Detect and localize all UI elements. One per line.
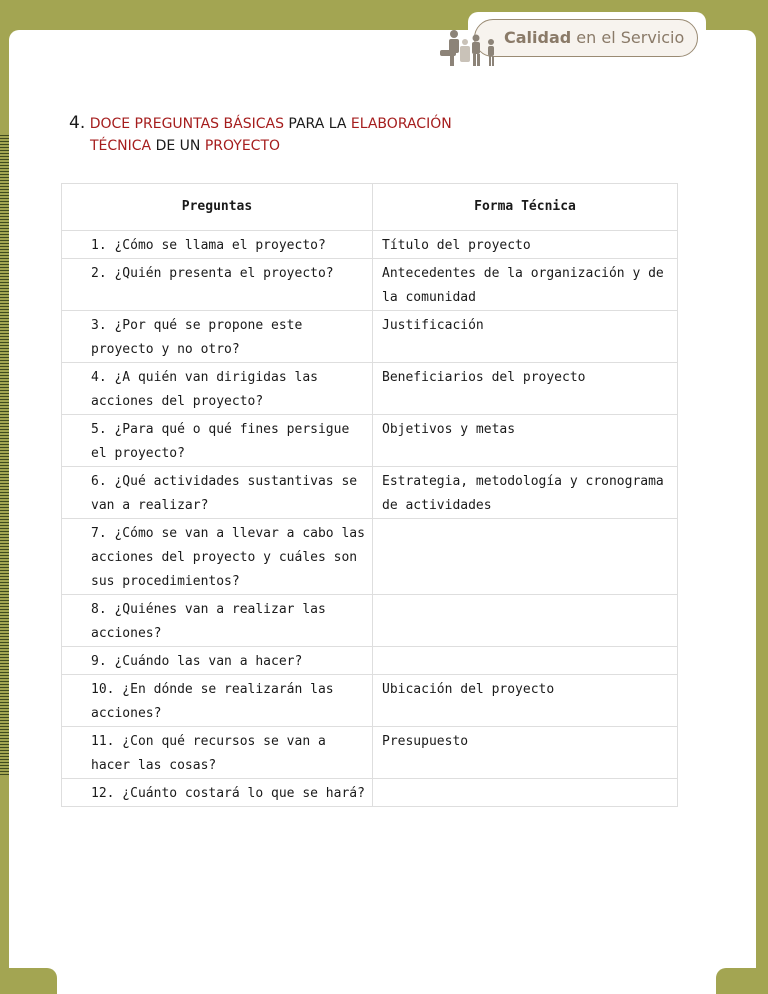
technical-form-cell: [373, 779, 678, 807]
table-row: [62, 467, 678, 519]
technical-form-cell: Objetivos y metas: [373, 415, 678, 467]
page-corner-left: [9, 968, 57, 994]
table-row: [62, 779, 678, 807]
technical-form-cell: Justificación: [373, 311, 678, 363]
section-heading-line-2: [69, 135, 452, 157]
table-row: [62, 647, 678, 675]
table-row: [62, 727, 678, 779]
technical-form-cell: Ubicación del proyecto: [373, 675, 678, 727]
technical-form-cell: [373, 519, 678, 595]
question-cell: 7. ¿Cómo se van a llevar a cabo las acciones del proyecto y cuáles son sus procedimientos?: [62, 519, 373, 595]
header-title-rest: en el Servicio: [571, 28, 685, 47]
question-cell: 10. ¿En dónde se realizarán las acciones?: [62, 675, 373, 727]
table-row: [62, 675, 678, 727]
technical-form-cell: Presupuesto: [373, 727, 678, 779]
decorative-edge-stripes: [0, 135, 9, 775]
technical-form-cell: Beneficiarios del proyecto: [373, 363, 678, 415]
question-cell: 1. ¿Cómo se llama el proyecto?: [62, 231, 373, 259]
table-row: [62, 595, 678, 647]
technical-form-cell: [373, 595, 678, 647]
section-number: 4.: [69, 113, 86, 133]
question-cell: 8. ¿Quiénes van a realizar las acciones?: [62, 595, 373, 647]
technical-form-cell: Antecedentes de la organización y de la comunidad: [373, 259, 678, 311]
question-cell: 9. ¿Cuándo las van a hacer?: [62, 647, 373, 675]
heading-part: PARA LA: [283, 116, 351, 132]
heading-part: PROYECTO: [204, 138, 281, 154]
table-body: [62, 231, 678, 807]
question-cell: 11. ¿Con qué recursos se van a hacer las cosas?: [62, 727, 373, 779]
heading-part: ELABORACIÓN: [350, 116, 452, 132]
page-corner-right: [716, 968, 756, 994]
question-cell: 3. ¿Por qué se propone este proyecto y no otro?: [62, 311, 373, 363]
people-icon: [436, 28, 500, 70]
technical-form-cell: Estrategia, metodología y cronograma de actividades: [373, 467, 678, 519]
heading-part: TÉCNICA: [90, 138, 152, 154]
table-row: [62, 363, 678, 415]
heading-part: DE UN: [151, 138, 205, 154]
technical-form-cell: Título del proyecto: [373, 231, 678, 259]
question-cell: 6. ¿Qué actividades sustantivas se van a realizar?: [62, 467, 373, 519]
header-title-bold: Calidad: [504, 28, 572, 47]
section-heading-line-1: [69, 112, 452, 135]
table-row: [62, 259, 678, 311]
table-row: [62, 519, 678, 595]
question-cell: 5. ¿Para qué o qué fines persigue el proyecto?: [62, 415, 373, 467]
header-title: [504, 28, 684, 47]
table-row: [62, 231, 678, 259]
table-row: [62, 415, 678, 467]
question-cell: 4. ¿A quién van dirigidas las acciones del proyecto?: [62, 363, 373, 415]
table-row: [62, 311, 678, 363]
technical-form-cell: [373, 647, 678, 675]
question-cell: 2. ¿Quién presenta el proyecto?: [62, 259, 373, 311]
questions-table: [61, 183, 678, 807]
table-header-row: [62, 184, 678, 231]
heading-part: DOCE PREGUNTAS BÁSICAS: [89, 116, 284, 132]
column-header-forma-tecnica: Forma Técnica: [373, 184, 678, 231]
column-header-preguntas: Preguntas: [62, 184, 373, 231]
section-heading: [69, 112, 452, 157]
question-cell: 12. ¿Cuánto costará lo que se hará?: [62, 779, 373, 807]
